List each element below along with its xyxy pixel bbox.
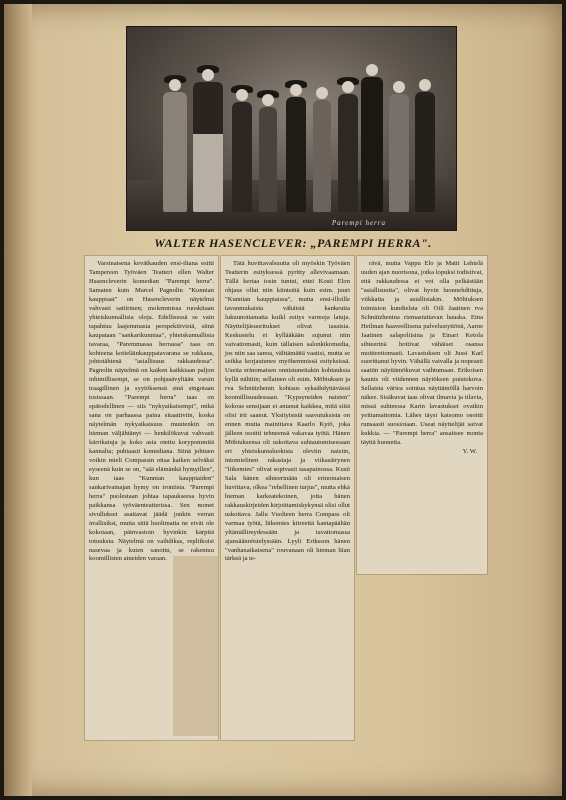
article-column-3 xyxy=(357,256,487,574)
article-column-2 xyxy=(221,256,354,740)
column-text: Tätä huvittavalsuutta oli myöskin Työväen Teatterin esityksessä pyrittу allevivaamaan. Tällä kertaa tosin tuntui, ettei Kosti Elon ohjaus ollut niin kiinteätä kuin esim. juuri "Kunnian kauppiaissa", mutta ensi-illoille tavanmukaista vähäistä kankeutta lukuunottamatta kuikl esitys varmoja latuja. Näyttelijäsuoritukset olivat tasaisia. Keskustelu ei kyllääkään sujunut niin vaivattomasti, kuin tällaisen salonkikomedia, jos niin saa sanoa, välttämättä vaatisi, mutta se seikka korjautunee myöhemmissä esityksissä. Useita erinomaisen onnistuneitakin kohtauksia kyllä nähtiin; sellainen oli esim. Möbiuksen ja rva Schnützhenin kohtaus syksähdyttävässä koomillisuudessaan. "Kypsyneiden naisten" kokous sensijaan ei antanut kaikkea, mitä siitä olisi irti saanut. Yksityisistä saavutuksista on ennen muita mainittava Kaarlo Kytö, joka jälleen osoitti tehneensä vakavaa työtä. Hänen Möbiuksensa oli uskottava suhtautumisessaan eri yhteiskuntaluokista oleviin naisiin, intomielinen rakastaja ja viikasäirynen "liikemies" olivat sopivasti tasapainossa. Kusti Sala hänen sihteerinään oli erinomaisen huvittava, olkea "rehellinen turjus", mutta ehkä hieman karkeatekoinen, jotta hänen rakkauskirjeiden kirjoittamiskykynsä olisi ollut uskottava. Jallu Vuolteen herra Compass oli varmaa työtä, liikemies kiireettä kantapäähän yltämällireydessään ja tavattomassa ajansäännöstelyssään. Lyyli Eriksson hänen "vanhanaikaisena" rouvanaan oli hieman liian tärkeä ja te- xyxy=(225,260,350,563)
column-text: Varsinaisena kevätkauden ensi-iltana esitti Tampereen Työväen Teatteri ellen Walter Hasencleverin komedian "Parempi herra". Samaten kuin Marcel Pagnolin "Kunnian kauppiaat" on Hasencleverin näytelmä vahvasti satiirinen; molemmissa ruoskitaan yhteiskunnallisia oloja. Edellisessä se vain tapahtuu laajemmasta perspektiivistä, siinä kaupataan "sankarikunniaa", yhteiskunnallista tavaraa, "Paremmassa herrassa" taas on kohteena kotieläinkauppatavarana se rakkaus, johtotähtenä "asiallisuus rakkaudessa". Pagnolin näytelmä on kaiken kaikkiaan paljon inhimillisempi, se on pohjasävyltään varsin traagillinen ja syytöksensä sinä singotaan tosissaan. "Parempi herra" taas on epätodellinen — siis "nykyaikaisempi", mikä sana on parhaassa paina sitaattiviin, koska näytelmän nykyaikaisuus muutenkin on hieman väljähtänyt — henkilökuvat vahvasti kärrikatuja ja koko asia otettu korypommitä kannalta; puhtaasti komediana. Siinä johtuen voikin mieli Compassin ottaa kaiken selväksi eyseenä kuin se on, "sää elämänkä hymyillen", kun taas "Kunnian kauppiaiden" sankarivainajan hymy on ironiista. "Parempi herra" puolestaan johtaa tapaukseesa hyvin paikkansa työväenteatterissa. Sen monet sivullukset asattavat jäädä jonkin verran irrallisiksi, mutta siitä huolimatta ne eivät ole kokotaan, päinvastoin hyvinkin kärpitä totuuksia. Näytelmä on vaihdikas, repliikoisi nasevaa ja kuten sanottu, se rakentuu koomillisten aineiden varaan. xyxy=(89,260,214,563)
photo-figure xyxy=(337,77,359,212)
photo-figure xyxy=(361,64,383,212)
photo-figure xyxy=(257,90,279,212)
photo-figure xyxy=(389,81,409,212)
page-binding xyxy=(4,4,32,796)
article-headline: WALTER HASENCLEVER: „PAREMPI HERRA". xyxy=(154,236,432,250)
photo-figure xyxy=(163,75,187,212)
photo-figure xyxy=(193,65,223,212)
photo-figure xyxy=(313,87,331,212)
photo-figure xyxy=(231,85,253,212)
author-signature: Y. W. xyxy=(462,448,477,456)
photo-caption: Parempi herra xyxy=(331,219,386,227)
photo-figure xyxy=(415,79,435,212)
column-text: rävä, mutta Vappu Elo ja Matti Lehtelä uuden ajan nuorisona, jotka lopuksi todistivat, että rakkaudessa ei voi olla pelkästään "asiallisuutta", olivat hyvin luonnehdittuja, viikkaita ja asiallisiakin. Möbiuksen toimiston kundielsta oli Oili Jaatinen rva Schnützhenina riemastuttavan hauska. Eina Heilman haaveellisena palvelustyttönä, Aarne Jaatinen salapoliisina ja Einari Ketola sihteerinä hoitivat vähäiset osansa moitteettomasti. Lavastuksen oli Jussi Karl suorittanut hyvin. Vähällä vaivalla ja nopeasti saatiin näyttämökuvat vaihtumaan. Erikoisen kaunis oli viidennen näytöksen puistokuva. Sellaista väriea sointua näyttämöllä harvoin näkee. Sisäkuvat taas olivat ilmavia ja tilavia, missä suhteessa Karin lavastukset ovatkin yeittamattomia. Lähes täysi katsomo osoitti runsaasti suosiotaan. Useat näyttelijät saivat kukkia. — "Parempi herra" ansaitsee monta täyttä huonetta. xyxy=(361,260,483,447)
article-column-1 xyxy=(85,256,218,740)
photo-figure xyxy=(285,80,307,212)
newspaper-photo xyxy=(126,26,457,231)
